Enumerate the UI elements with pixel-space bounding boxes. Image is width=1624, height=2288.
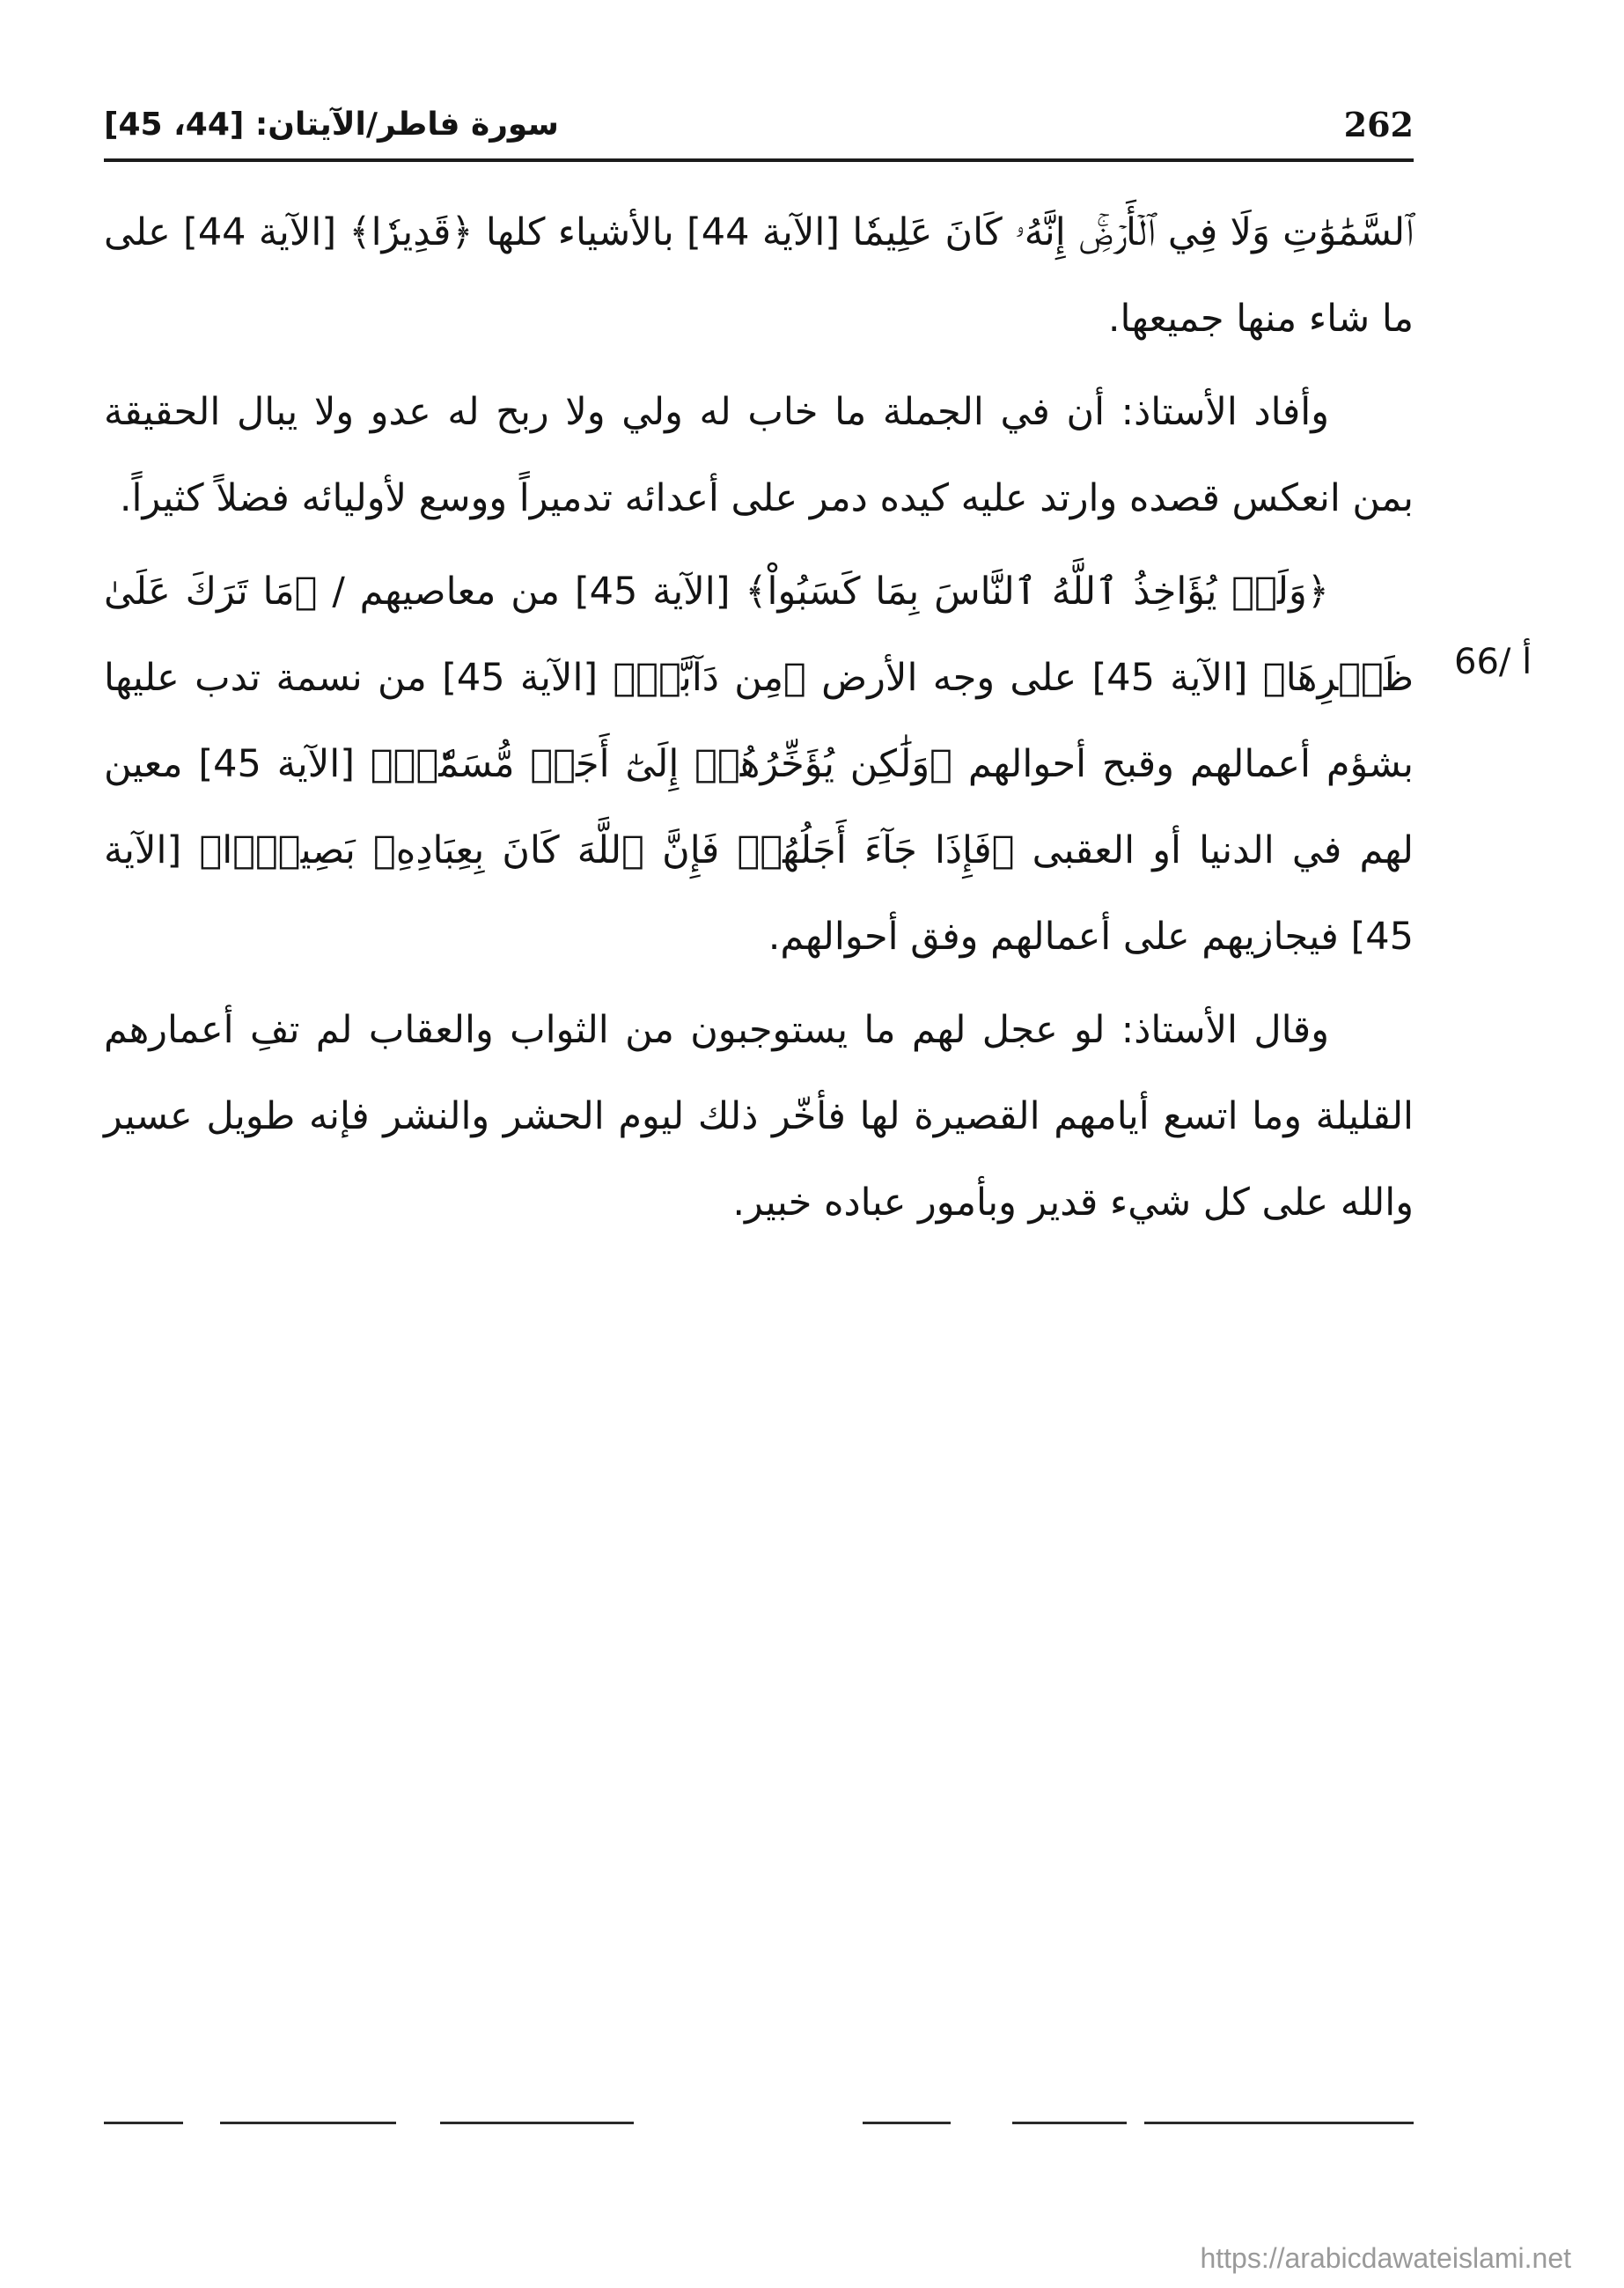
paragraph xyxy=(104,189,1414,362)
margin-folio-note: 66/ أ xyxy=(1454,642,1532,682)
footer-rule-segment xyxy=(1012,2122,1127,2124)
watermark-url: https://arabicdawateislami.net xyxy=(1200,2242,1571,2274)
footer-rule-segment xyxy=(863,2122,951,2124)
footer-rule-segment xyxy=(220,2122,396,2124)
commentary-text: [الآية 45] على وجه الأرض xyxy=(805,656,1263,700)
header-rule xyxy=(104,158,1414,162)
commentary-text: [الآية 44] على ما شاء منها جميعها. xyxy=(104,210,1414,341)
quran-quote: ﴿قَدِيرٗا﴾ xyxy=(349,210,474,254)
quran-quote: ﴿مَا تَرَكَ عَلَىٰ ظَهۡرِهَا﴾ xyxy=(104,570,1415,700)
quran-quote: ﴿فَإِذَا جَآءَ أَجَلُهُمۡ فَإِنَّ ٱللَّهَ كَانَ بِعِبَادِهِۦ بَصِيرَۢا﴾ xyxy=(199,828,1015,872)
page-header xyxy=(104,99,1414,151)
quran-quote: ﴿مِن دَآبَّةٖ﴾ xyxy=(613,656,806,700)
commentary-text: [الآية 45] من معاصيهم / xyxy=(317,570,746,614)
body-text xyxy=(104,189,1414,1253)
running-title: سورة فاطر/الآيتان: [44، 45] xyxy=(104,107,559,143)
paragraph xyxy=(104,369,1414,541)
paragraph xyxy=(104,987,1414,1246)
commentary-text: [الآية 45] فيجازيهم على أعمالهم وفق أحوالهم. xyxy=(104,828,1414,959)
footer-rule-segment xyxy=(104,2122,183,2124)
commentary-text: [الآية 44] بالأشياء كلها xyxy=(473,210,853,254)
quran-quote: ﴿وَلَوۡ يُؤَاخِذُ ٱللَّهُ ٱلنَّاسَ بِمَا كَسَبُواْ﴾ xyxy=(745,570,1329,614)
footer-rule-segment xyxy=(440,2122,634,2124)
paragraph xyxy=(104,548,1414,980)
commentary-text: [الآية 45] معين لهم في الدنيا أو العقبى xyxy=(104,742,1415,872)
commentary-text: وقال الأستاذ: لو عجل لهم ما يستوجبون من الثواب والعقاب لم تفِ أعمارهم القليلة وما اتسع أيامهم القصيرة لها فأخّر ذلك ليوم الحشر والنشر فإنه طويل عسير والله على كل شيء قدير وبأمور عباده خبير. xyxy=(104,1008,1414,1225)
commentary-text: [الآية 45] من نسمة تدب عليها بشؤم أعمالهم وقبح أحوالهم xyxy=(104,656,1414,786)
page-number: 262 xyxy=(1343,105,1414,144)
commentary-text: وأفاد الأستاذ: أن في الجملة ما خاب له ولي ولا ربح له عدو ولا يبال الحقيقة بمن انعكس قصده وارتد عليه كيده دمر على أعدائه تدميراً ووسع لأوليائه فضلاً كثيراً. xyxy=(104,390,1414,520)
quran-quote: ٱلسَّمَٰوَٰتِ وَلَا فِي ٱلۡأَرۡضِۚ إِنَّهُۥ كَانَ عَلِيمٗا xyxy=(852,210,1415,254)
quran-quote: ﴿وَلَٰكِن يُؤَخِّرُهُمۡ إِلَىٰٓ أَجَلٖ مُّسَمّٗىۖ﴾ xyxy=(370,742,952,786)
footer-rule-segment xyxy=(1144,2122,1414,2124)
